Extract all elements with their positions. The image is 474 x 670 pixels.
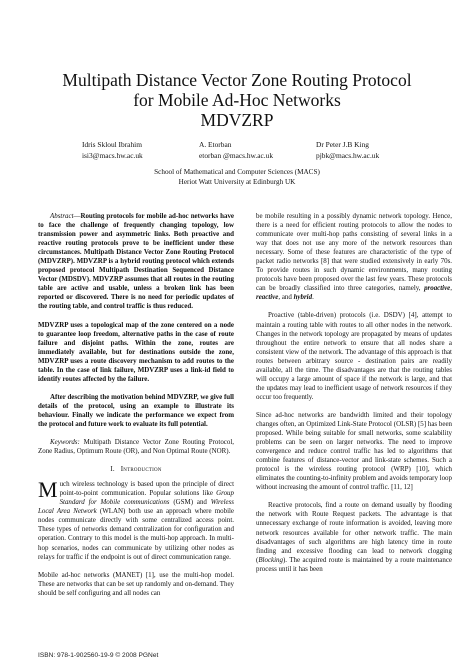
paragraph-text: ). The acquired route is maintained by a route maintenance process until it has been — [256, 555, 452, 573]
author-name: A. Etorban — [199, 140, 232, 149]
author-name: Dr Peter J.B King — [316, 140, 369, 149]
keywords-label: Keywords: — [50, 438, 80, 447]
title-line-2: for Mobile Ad-Hoc Networks — [133, 90, 341, 110]
abstract-paragraph-2: MDVZRP uses a topological map of the zone centered on a node to guarantee loop freedom, alternative paths in the case of route failure and disjoint paths. Within the zone, routes are immediately available, but for destinations outside the zone, MDVZRP uses a route discovery mechanism to add routes to the table. In the case of link failure, MDVZRP uses a link-id field to identify routes affected by the failure. — [38, 320, 234, 383]
paragraph-text: be mobile resulting in a possibly dynamic network topology. Hence, there is a need for efficient routing protocols to allow the nodes to communicate over multi-hop paths consisting of several links in a way that does not use any more of the network resources than necessary. Some of these features are characteristic of the type of packet radio networks [8] that were studied extensively in early 70s. To provide routes in such dynamic environments, many routing protocols have been proposed over the last few years. These protocols can be broadly classified into three categories, namely, — [256, 212, 452, 293]
paper-title — [20, 70, 454, 130]
section-heading-introduction — [38, 465, 234, 474]
author-block — [0, 140, 474, 164]
intro-italic-gsm: Group Standard for Mobile communications — [59, 489, 234, 507]
author-2 — [199, 140, 273, 161]
section-number: I. — [110, 465, 115, 474]
term-proactive: proactive — [424, 284, 451, 293]
author-1 — [82, 140, 143, 161]
author-3 — [316, 140, 379, 161]
author-email: etorban @macs.hw.ac.uk — [199, 150, 274, 160]
separator: , and — [278, 293, 294, 302]
affiliation-line-2: Heriot Watt University at Edinburgh UK — [178, 177, 296, 186]
section-title: Introduction — [120, 465, 162, 474]
term-hybrid: hybrid — [293, 293, 313, 302]
term-blocking: Blocking — [258, 555, 283, 564]
title-line-1: Multipath Distance Vector Zone Routing Protocol — [62, 70, 412, 90]
keywords-text: Multipath Distance Vector Zone Routing Protocol, Zone Radius, Optimum Route (OR), and Non Optimal Route (NOR). — [38, 438, 235, 456]
right-paragraph-2: Proactive (table-driven) protocols (i.e. DSDV) [4], attempt to maintain a routing table with routes to all other nodes in the network. Changes in the network topology are propagated by means of updates throughout the entire network to ensure that all nodes share a consistent view of the network. The advantage of this approach is that routes between arbitrary source - destination pairs are readily available, all the time. The disadvantages are that the routing tables will occupy a large amount of space if the network is large, and that the updates may lead to inefficient usage of network resources if they occur too frequently. — [256, 311, 452, 401]
keywords — [38, 438, 234, 456]
right-paragraph-3: Since ad-hoc networks are bandwidth limited and their topology changes often, an Optimized Link-State Protocol (OLSR) [5] has been proposed. While being suitable for small networks, some scalability problems can be seen on larger networks. The need to improve convergence and reduce control traffic has led to algorithms that combine features of distance-vector and link-state schemes. Such a protocol is the wireless routing protocol (WRP) [10], which eliminates the counting-to-infinity problem and avoids temporary loop without increasing the amount of control traffic. [11, 12] — [256, 410, 452, 492]
intro-text: (GSM) and — [169, 498, 211, 507]
drop-cap: M — [38, 477, 58, 503]
intro-paragraph-1 — [38, 477, 234, 561]
intro-italic-wlan: Wireless Local Area Network — [38, 498, 234, 516]
intro-paragraph-2: Mobile ad-hoc networks (MANET) [1], use the multi-hop model. These are networks that can be set up randomly and on-demand. They should be self configuring and all nodes can — [38, 570, 234, 597]
right-column — [256, 212, 452, 583]
paragraph-text: Reactive protocols, find a route on demand usually by flooding the network with Route Request packets. The advantage is that unnecessary exchange of route information is avoided, leaving more network resources available for other network traffic. The main disadvantages of such algorithms are high latency time in route finding and excessive flooding can lead to network clogging ( — [256, 501, 452, 564]
affiliation-line-1: School of Mathematical and Computer Sciences (MACS) — [154, 168, 320, 176]
author-email: pjbk@macs.hw.ac.uk — [316, 150, 380, 160]
right-paragraph-4 — [256, 501, 452, 573]
intro-text: uch wireless technology is based upon the principle of direct point-to-point communication. Popular solutions like — [59, 480, 234, 498]
title-line-3: MDVZRP — [200, 110, 274, 130]
term-reactive: reactive — [256, 293, 279, 302]
left-column — [38, 212, 234, 607]
affiliation — [0, 168, 474, 187]
abstract-text: Routing protocols for mobile ad-hoc networks have to face the challenge of frequently changing topology, low transmission power and asymmetric links. Both proactive and reactive routing protocols prove to be inefficient under these circumstances. Multipath Distance Vector Zone Routing Protocol (MDVZRP). MDVZRP is a hybrid routing protocol which extends proposed protocol Multipath Destination Sequenced Distance Vector (MDSDV). MDVZRP assumes that all routes in the routing table are active and usable, unless a broken link has been reported or discovered. There is no need for periodic updates of the routing table, and control traffic is thus reduced. — [38, 212, 234, 311]
author-email: isi3@macs.hw.ac.uk — [82, 150, 143, 160]
author-name: Idris Skloul Ibrahim — [82, 140, 142, 149]
abstract-dash: — — [73, 212, 81, 220]
page-footer: ISBN: 978-1-902560-19-9 © 2008 PGNet — [38, 652, 159, 659]
right-paragraph-1 — [256, 212, 452, 302]
period: . — [312, 293, 314, 302]
abstract-paragraph-3: After describing the motivation behind MDVZRP, we give full details of the protocol, using an example to illustrate its behaviour. Finally we indicate the performance we expect from the protocol and future work to evaluate its full potential. — [38, 392, 234, 428]
abstract-paragraph-1 — [38, 212, 234, 312]
abstract-label: Abstract — [50, 212, 74, 220]
intro-text: (WLAN) both use an approach where mobile nodes communicate directly with some centralized access point. These types of networks demand centralization for configuration and operation. Contrary to this model is the multi-hop approach. In multi-hop scenarios, nodes can communicate by utilizing other nodes as relays for traffic if the endpoint is out of direct communication range. — [38, 507, 234, 561]
separator: , — [450, 284, 452, 293]
